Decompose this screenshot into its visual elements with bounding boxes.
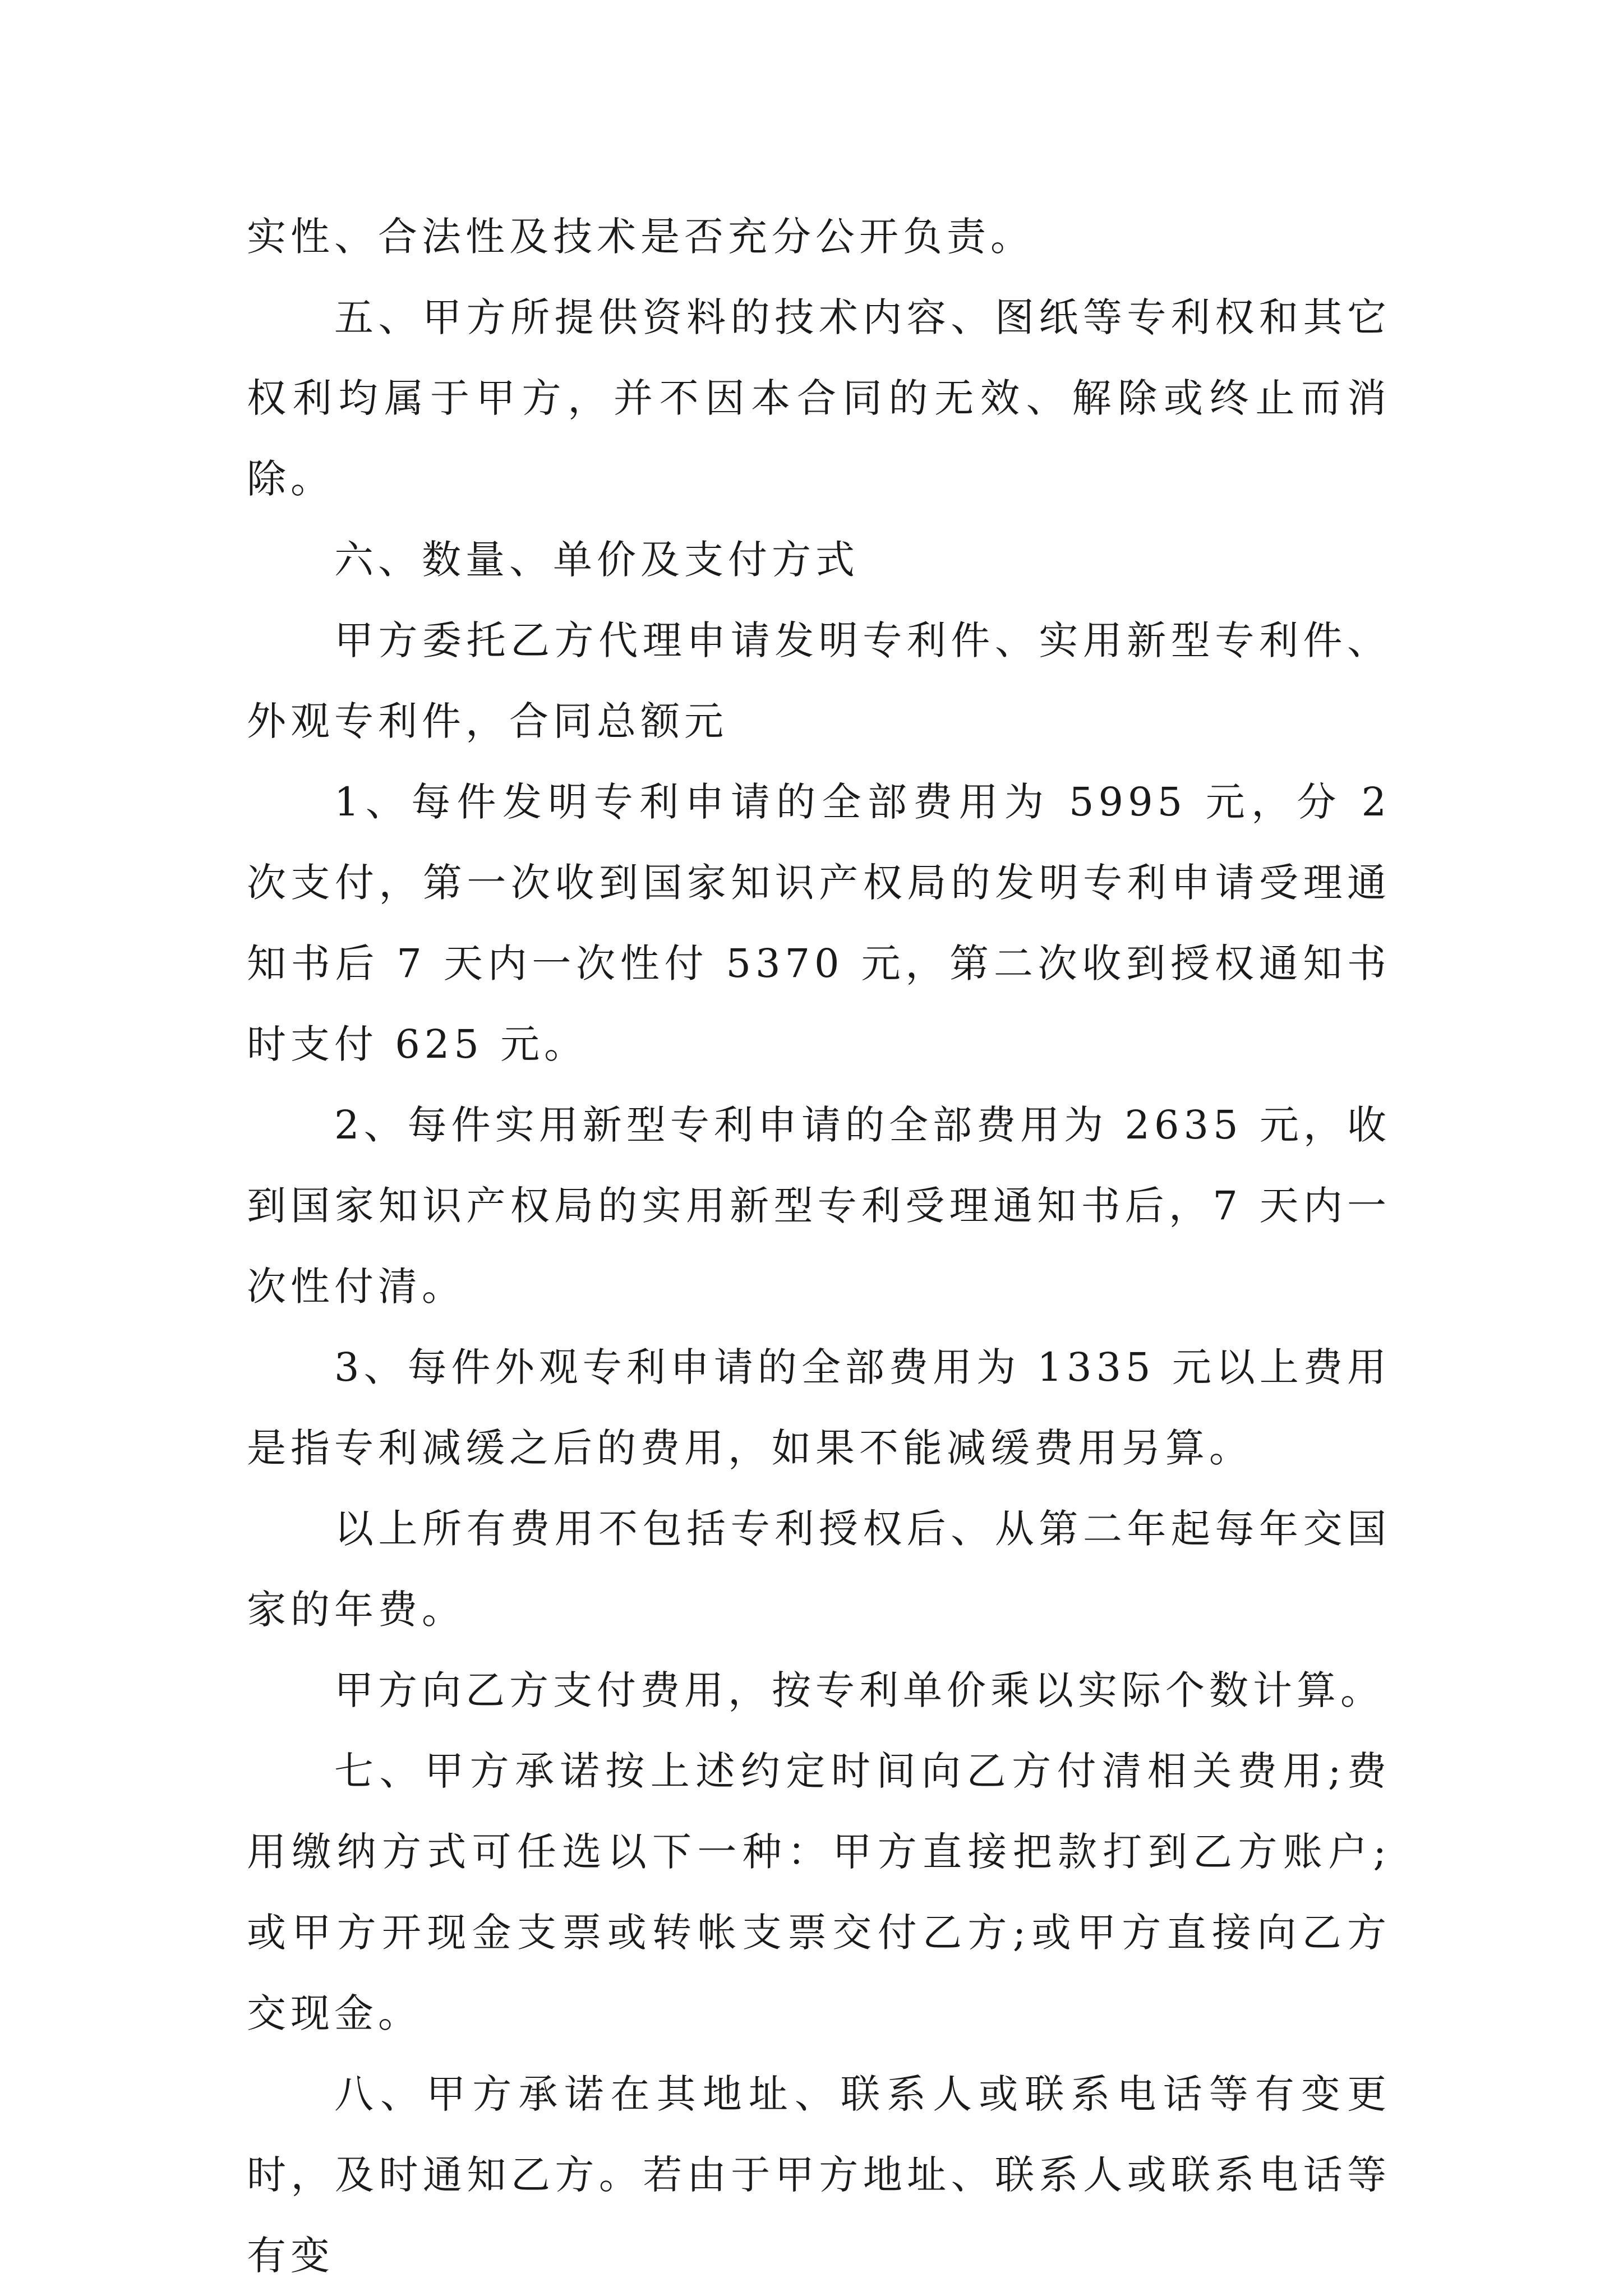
- paragraph-design-fee: 3、每件外观专利申请的全部费用为 1335 元以上费用是指专利减缓之后的费用，如果不能减缓费用另算。: [247, 1344, 1391, 1471]
- contract-body-text: [247, 196, 1391, 2296]
- paragraph-commission-summary: 甲方委托乙方代理申请发明专利件、实用新型专利件、外观专利件，合同总额元: [247, 617, 1391, 744]
- paragraph-utility-model-fee: 2、每件实用新型专利申请的全部费用为 2635 元，收到国家知识产权局的实用新型专利受理通知书后，7 天内一次性付清。: [247, 1102, 1391, 1310]
- paragraph-fee-calculation: 甲方向乙方支付费用，按专利单价乘以实际个数计算。: [334, 1667, 1384, 1713]
- paragraph-invention-fee: 1、每件发明专利申请的全部费用为 5995 元，分 2 次支付，第一次收到国家知识产权局的发明专利申请受理通知书后 7 天内一次性付 5370 元，第二次收到授权通知书时支付 625 元。: [247, 779, 1391, 1067]
- paragraph-continuation: 实性、合法性及技术是否充分公开负责。: [247, 214, 1034, 260]
- paragraph-annual-fee-note: 以上所有费用不包括专利授权后、从第二年起每年交国家的年费。: [247, 1506, 1391, 1633]
- heading-clause-6: 六、数量、单价及支付方式: [334, 537, 859, 583]
- paragraph-clause-7: 七、甲方承诺按上述约定时间向乙方付清相关费用;费用缴纳方式可任选以下一种：甲方直接把款打到乙方账户;或甲方开现金支票或转帐支票交付乙方;或甲方直接向乙方交现金。: [247, 1748, 1391, 2036]
- paragraph-clause-5: 五、甲方所提供资料的技术内容、图纸等专利权和其它权利均属于甲方，并不因本合同的无效、解除或终止而消除。: [247, 294, 1391, 502]
- paragraph-clause-8: 八、甲方承诺在其地址、联系人或联系电话等有变更时，及时通知乙方。若由于甲方地址、联系人或联系电话等有变: [247, 2071, 1391, 2279]
